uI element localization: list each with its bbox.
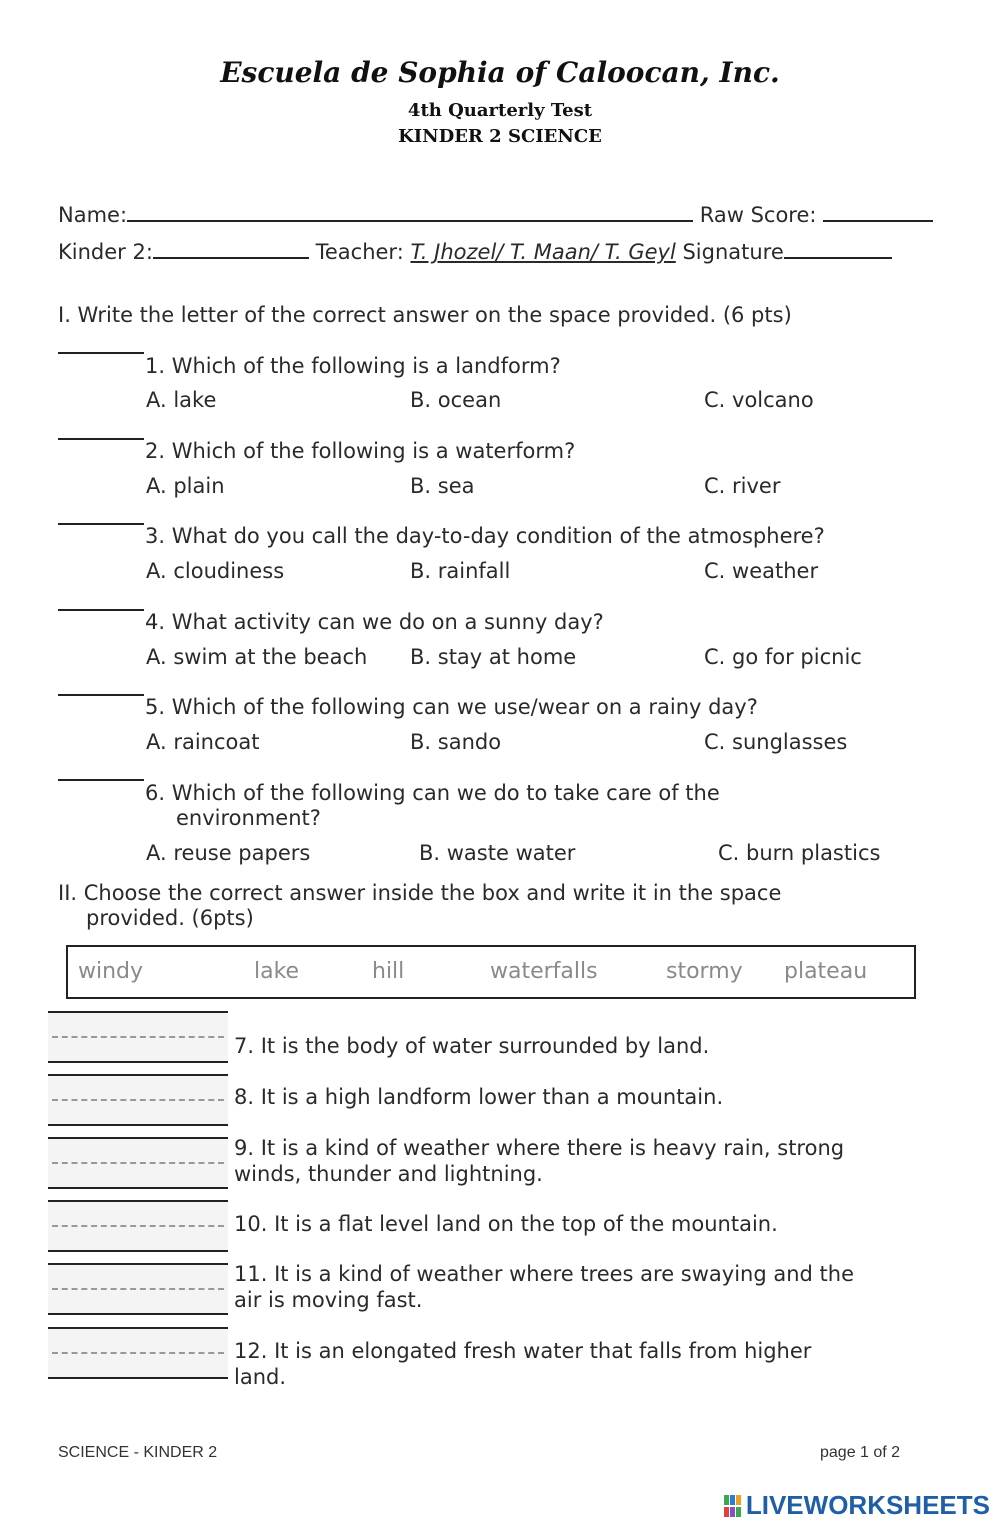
- answer-blank-6[interactable]: [58, 779, 144, 781]
- answer-box-8[interactable]: [48, 1074, 228, 1126]
- option-4c: C. go for picnic: [704, 645, 862, 669]
- liveworksheets-logo[interactable]: [724, 1490, 990, 1521]
- answer-blank-2[interactable]: [58, 438, 144, 440]
- option-1c: C. volcano: [704, 388, 814, 412]
- answer-blank-5[interactable]: [58, 694, 144, 696]
- answer-box-10[interactable]: [48, 1200, 228, 1252]
- answer-blank-4[interactable]: [58, 609, 144, 611]
- option-3b: B. rainfall: [410, 559, 511, 583]
- answer-box-7[interactable]: [48, 1011, 228, 1063]
- subject-title: KINDER 2 SCIENCE: [398, 126, 602, 147]
- question-6-cont: environment?: [176, 806, 321, 830]
- statement-12: 12. It is an elongated fresh water that falls from higher land.: [234, 1339, 812, 1389]
- question-3: 3. What do you call the day-to-day condition of the atmosphere?: [145, 524, 825, 548]
- option-6a: A. reuse papers: [146, 841, 311, 865]
- word-bank: [66, 945, 916, 999]
- option-1b: B. ocean: [410, 388, 502, 412]
- statement-8: 8. It is a high landform lower than a mountain.: [234, 1085, 724, 1109]
- answer-box-9[interactable]: [48, 1137, 228, 1189]
- question-6: 6. Which of the following can we do to take care of the: [145, 781, 720, 805]
- name-row: [58, 203, 933, 227]
- option-4b: B. stay at home: [410, 645, 577, 669]
- option-2c: C. river: [704, 474, 781, 498]
- answer-blank-3[interactable]: [58, 523, 144, 525]
- option-5a: A. raincoat: [146, 730, 260, 754]
- part2-instruction: II. Choose the correct answer inside the box and write it in the space: [58, 881, 782, 905]
- test-title: 4th Quarterly Test: [407, 100, 593, 121]
- question-2: 2. Which of the following is a waterform?: [145, 439, 576, 463]
- option-2a: A. plain: [146, 474, 225, 498]
- option-3a: A. cloudiness: [146, 559, 285, 583]
- statement-11: 11. It is a kind of weather where trees are swaying and the air is moving fast.: [234, 1262, 855, 1312]
- option-5b: B. sando: [410, 730, 502, 754]
- option-2b: B. sea: [410, 474, 475, 498]
- name-field[interactable]: [127, 220, 693, 222]
- signature-label: Signature: [682, 240, 784, 264]
- footer-left: SCIENCE - KINDER 2: [58, 1444, 218, 1461]
- option-6b: B. waste water: [419, 841, 576, 865]
- section-row: [58, 240, 892, 264]
- name-label: Name:: [58, 203, 128, 227]
- question-5: 5. Which of the following can we use/wear on a rainy day?: [145, 695, 758, 719]
- option-1a: A. lake: [146, 388, 217, 412]
- raw-score-label: Raw Score:: [699, 203, 817, 227]
- liveworksheets-text: LIVEWORKSHEETS: [745, 1490, 990, 1520]
- answer-blank-1[interactable]: [58, 352, 144, 354]
- statement-7: 7. It is the body of water surrounded by land.: [234, 1034, 710, 1058]
- teacher-names: T. Jhozel/ T. Maan/ T. Geyl: [410, 240, 676, 264]
- statement-10: 10. It is a flat level land on the top of the mountain.: [234, 1212, 778, 1236]
- word-bank-item: windy: [78, 959, 144, 984]
- raw-score-field[interactable]: [823, 220, 933, 222]
- part2-instruction-cont: provided. (6pts): [86, 906, 254, 930]
- answer-box-12[interactable]: [48, 1327, 228, 1379]
- liveworksheets-icon: [724, 1495, 744, 1517]
- teacher-label: Teacher:: [315, 240, 404, 264]
- school-name: Escuela de Sophia of Caloocan, Inc.: [220, 56, 780, 89]
- word-bank-item: stormy: [666, 959, 743, 984]
- footer-page: page 1 of 2: [820, 1444, 901, 1461]
- word-bank-item: lake: [254, 959, 300, 984]
- section-field[interactable]: [153, 257, 309, 259]
- option-4a: A. swim at the beach: [146, 645, 368, 669]
- option-5c: C. sunglasses: [704, 730, 848, 754]
- part1-instruction: I. Write the letter of the correct answer on the space provided. (6 pts): [58, 303, 792, 327]
- question-1: 1. Which of the following is a landform?: [145, 354, 561, 378]
- question-4: 4. What activity can we do on a sunny day?: [145, 610, 604, 634]
- signature-field[interactable]: [784, 257, 892, 259]
- word-bank-item: waterfalls: [490, 959, 598, 984]
- word-bank-item: plateau: [784, 959, 868, 984]
- answer-box-11[interactable]: [48, 1263, 228, 1315]
- statement-9: 9. It is a kind of weather where there is heavy rain, strong winds, thunder and lightning.: [234, 1136, 845, 1186]
- option-6c: C. burn plastics: [718, 841, 881, 865]
- section-label: Kinder 2:: [58, 240, 153, 264]
- option-3c: C. weather: [704, 559, 819, 583]
- word-bank-item: hill: [372, 959, 405, 984]
